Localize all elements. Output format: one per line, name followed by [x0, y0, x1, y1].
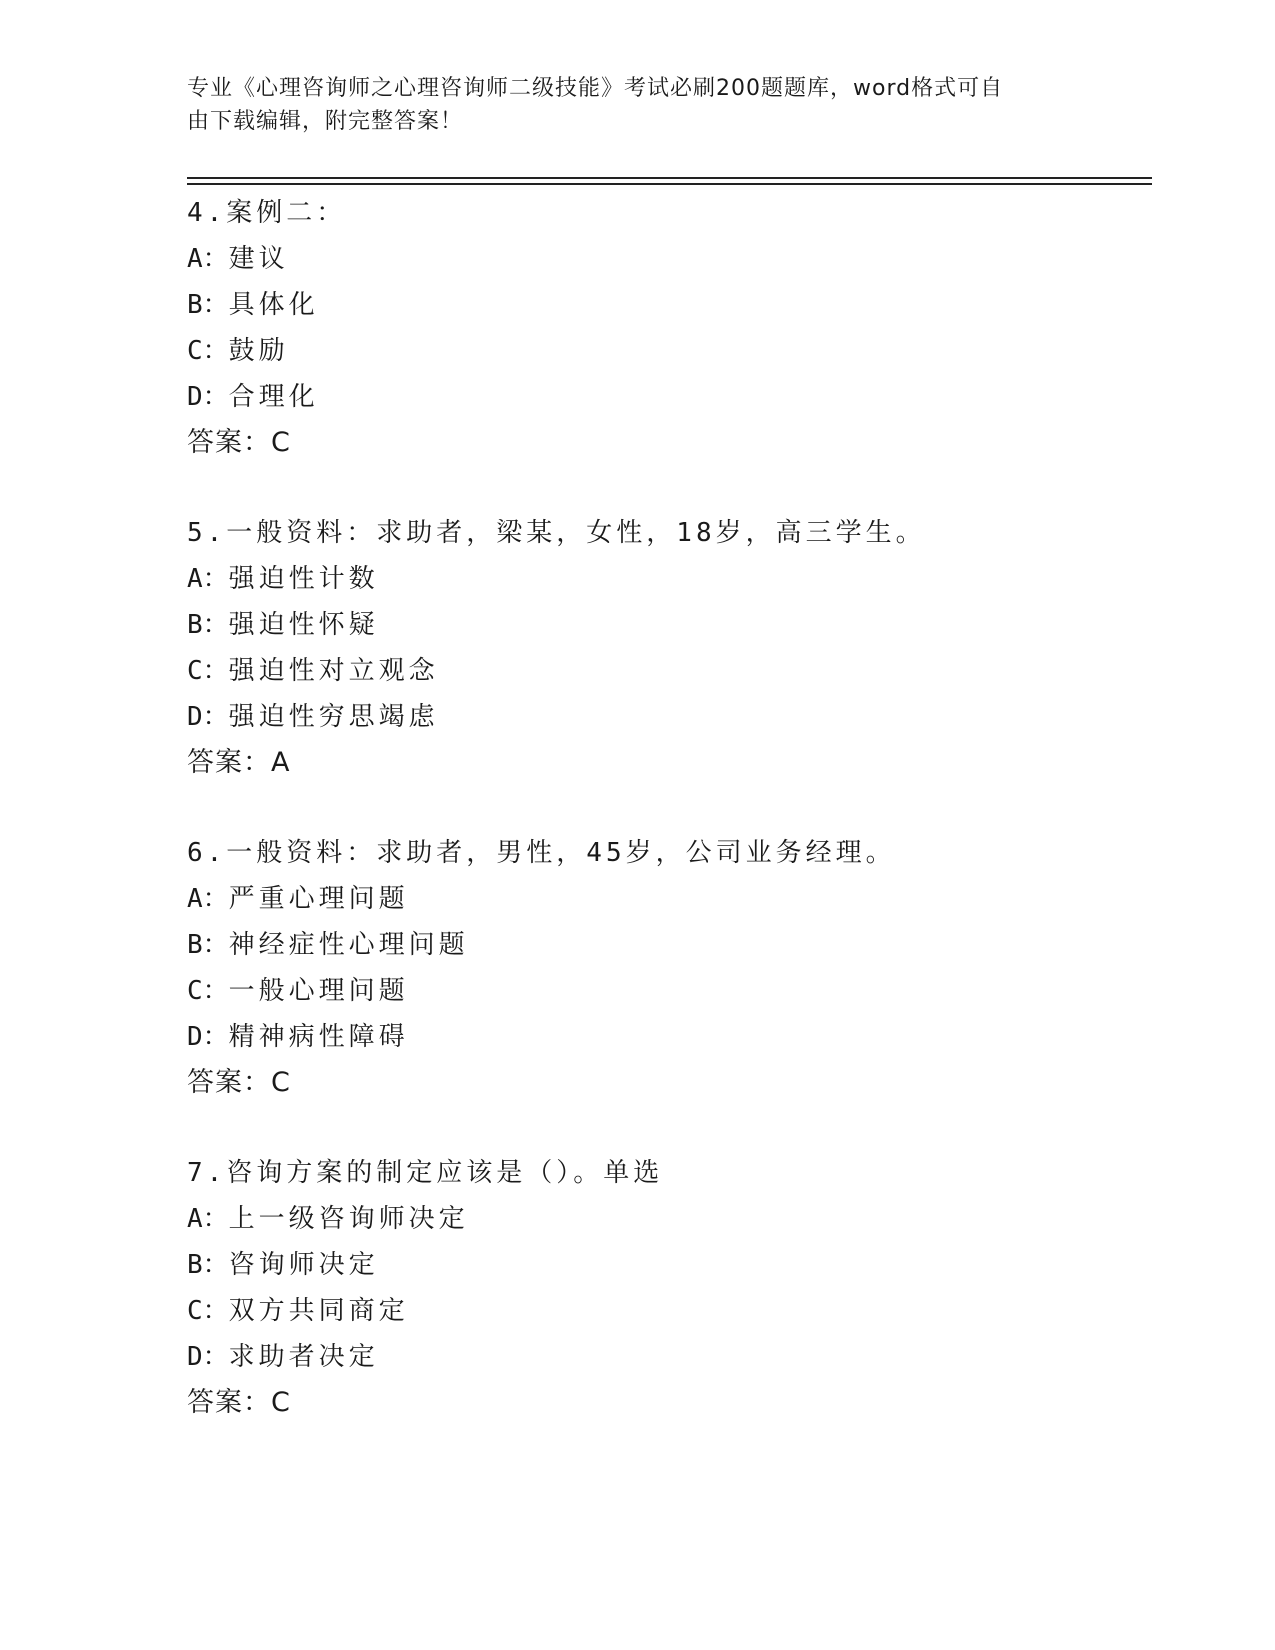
- option-letter: D：: [187, 382, 229, 412]
- option-letter: D：: [187, 702, 229, 732]
- header-divider-bottom: [187, 183, 1152, 185]
- option-text: 双方共同商定: [228, 1296, 409, 1326]
- answer-line: 答案：A: [187, 747, 291, 778]
- option-letter: A：: [187, 244, 229, 274]
- option-c: [187, 328, 1152, 374]
- header-line-1: 专业《心理咨询师之心理咨询师二级技能》考试必刷200题题库，word格式可自: [187, 76, 1004, 101]
- question-7: [187, 1150, 1152, 1426]
- option-text: 神经症性心理问题: [228, 930, 469, 960]
- header-line-2: 由下载编辑，附完整答案！: [187, 109, 464, 134]
- option-letter: D：: [187, 1342, 229, 1372]
- question-5: [187, 510, 1152, 786]
- option-text: 一般心理问题: [228, 976, 409, 1006]
- option-text: 强迫性计数: [228, 564, 379, 594]
- option-letter: C：: [187, 336, 229, 366]
- option-letter: B：: [187, 290, 229, 320]
- option-letter: D：: [187, 1022, 229, 1052]
- document-header: [187, 72, 1067, 138]
- question-stem: 6.一般资料：求助者，男性，45岁，公司业务经理。: [187, 838, 896, 868]
- option-text: 咨询师决定: [228, 1250, 379, 1280]
- option-text: 合理化: [228, 382, 319, 412]
- option-letter: B：: [187, 930, 229, 960]
- option-b: [187, 602, 1152, 648]
- option-text: 精神病性障碍: [228, 1022, 409, 1052]
- question-stem: 7.咨询方案的制定应该是（）。单选: [187, 1158, 664, 1188]
- option-text: 上一级咨询师决定: [228, 1204, 469, 1234]
- question-list: [187, 190, 1152, 1470]
- answer-line: 答案：C: [187, 1387, 291, 1418]
- option-letter: B：: [187, 1250, 229, 1280]
- option-letter: C：: [187, 1296, 229, 1326]
- option-text: 建议: [228, 244, 289, 274]
- option-letter: A：: [187, 564, 229, 594]
- option-d: [187, 374, 1152, 420]
- option-d: [187, 694, 1152, 740]
- question-6: [187, 830, 1152, 1106]
- option-c: [187, 968, 1152, 1014]
- option-text: 严重心理问题: [228, 884, 409, 914]
- option-d: [187, 1334, 1152, 1380]
- question-4: [187, 190, 1152, 466]
- option-letter: B：: [187, 610, 229, 640]
- option-text: 强迫性对立观念: [228, 656, 439, 686]
- option-a: [187, 236, 1152, 282]
- option-text: 具体化: [228, 290, 319, 320]
- option-b: [187, 282, 1152, 328]
- header-divider-top: [187, 177, 1152, 179]
- option-text: 求助者决定: [228, 1342, 379, 1372]
- option-c: [187, 1288, 1152, 1334]
- option-a: [187, 876, 1152, 922]
- option-letter: C：: [187, 976, 229, 1006]
- answer-line: 答案：C: [187, 427, 291, 458]
- option-a: [187, 1196, 1152, 1242]
- option-c: [187, 648, 1152, 694]
- option-d: [187, 1014, 1152, 1060]
- option-letter: C：: [187, 656, 229, 686]
- option-b: [187, 1242, 1152, 1288]
- answer-line: 答案：C: [187, 1067, 291, 1098]
- question-stem: 4.案例二：: [187, 198, 347, 228]
- option-text: 鼓励: [228, 336, 289, 366]
- option-a: [187, 556, 1152, 602]
- option-b: [187, 922, 1152, 968]
- option-text: 强迫性怀疑: [228, 610, 379, 640]
- option-letter: A：: [187, 884, 229, 914]
- question-stem: 5.一般资料：求助者，梁某，女性，18岁，高三学生。: [187, 518, 926, 548]
- option-letter: A：: [187, 1204, 229, 1234]
- option-text: 强迫性穷思竭虑: [228, 702, 439, 732]
